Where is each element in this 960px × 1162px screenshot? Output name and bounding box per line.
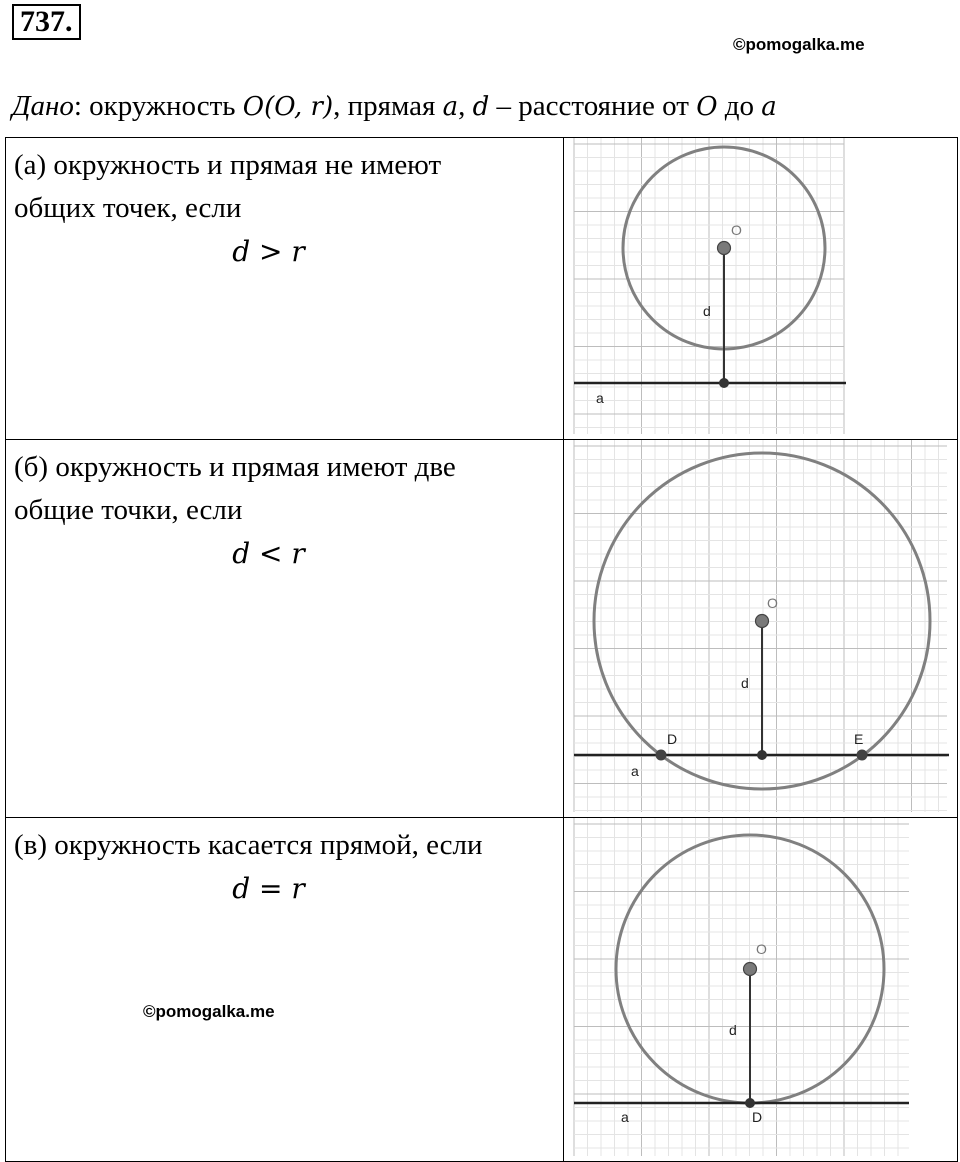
case-a-formula: d > r [232,235,305,268]
distance-label: d [741,675,749,691]
tangent-point-d [745,1098,755,1108]
center-point [756,615,769,628]
given-line-notation-2: a [761,92,777,122]
center-point [744,963,757,976]
case-b-text-cell [6,440,564,818]
foot-point [719,378,729,388]
given-text-4: – расстояние от [489,90,697,122]
watermark-top: ©pomogalka.me [733,35,865,54]
case-c-formula: d = r [232,872,305,905]
point-e-label: E [854,731,864,747]
foot-point [757,750,767,760]
case-row-b [6,440,958,818]
given-label: Дано [12,90,74,122]
given-text-1: окружность [81,90,243,122]
case-a-text-cell [6,138,564,440]
intersection-point-d [656,750,667,761]
intersection-point-e [857,750,868,761]
problem-number-value: 737 [20,5,65,38]
given-line-notation: a [442,92,459,122]
line-label: a [596,390,604,406]
given-circle-notation: O(O, r) [242,92,334,122]
case-b-line-2: общие точки, если [14,494,243,526]
given-statement [12,90,777,123]
given-colon: : [73,90,82,122]
center-label: O [731,222,742,238]
case-c-figure-cell [564,818,958,1162]
given-text-3: , [458,90,473,122]
case-a-figure [564,138,957,434]
center-point [718,242,731,255]
problem-number-dot: . [65,5,73,38]
grid-paper [574,818,909,1156]
case-row-a [6,138,958,440]
case-a-line-2: общих точек, если [14,192,242,224]
center-label: O [767,595,778,611]
watermark-middle: ©pomogalka.me [143,1002,275,1021]
distance-label: d [703,303,711,319]
grid-paper [574,138,844,434]
given-text-2: , прямая [333,90,443,122]
distance-label: d [729,1022,737,1038]
case-b-figure [564,440,957,812]
case-b-formula: d < r [232,537,305,570]
center-label: O [756,941,767,957]
problem-number [12,4,81,40]
given-center-notation: O [696,92,718,122]
point-d-label: D [667,731,678,747]
given-text-5: до [717,90,762,122]
case-a-line-1: (а) окружность и прямая не имеют [14,149,442,181]
point-d-label: D [752,1109,763,1125]
given-distance-notation: d [472,92,490,122]
case-c-figure [564,818,957,1156]
case-c-text-cell [6,818,564,1162]
line-label: a [621,1109,629,1125]
case-c-line-1: (в) окружность касается прямой, если [14,829,483,861]
case-a-figure-cell [564,138,958,440]
case-row-c [6,818,958,1162]
case-b-line-1: (б) окружность и прямая имеют две [14,451,456,483]
line-label: a [631,763,639,779]
case-b-figure-cell [564,440,958,818]
